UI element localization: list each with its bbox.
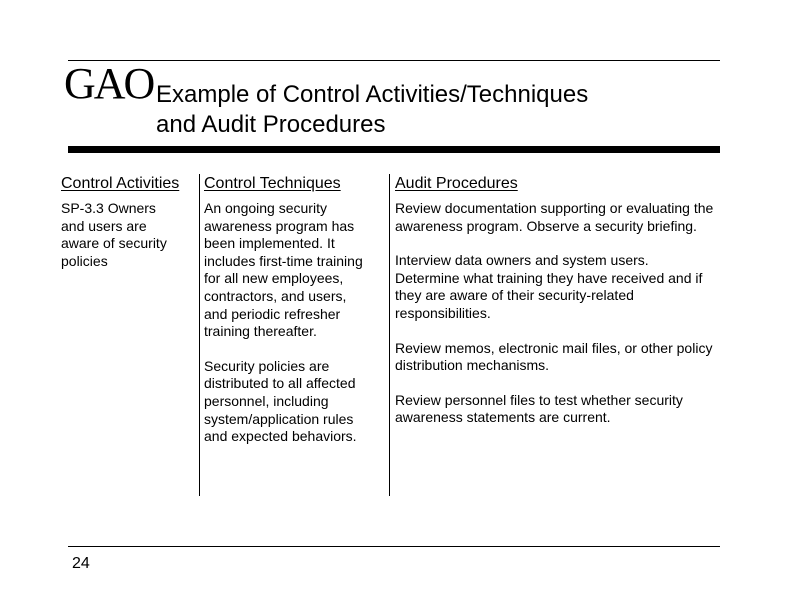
control-techniques-column xyxy=(204,174,386,446)
control-activity-text: SP-3.3 Owners and users are aware of security policies xyxy=(61,200,167,269)
title-divider xyxy=(68,146,720,153)
control-activities-column xyxy=(61,174,197,270)
control-technique-item: Security policies are distributed to all affected personnel, including system/application rules and expected behaviors. xyxy=(204,357,357,445)
audit-procedures-column xyxy=(395,174,755,427)
audit-procedure-item: Review memos, electronic mail files, or other policy distribution mechanisms. xyxy=(395,339,713,374)
control-activities-heading: Control Activities xyxy=(61,175,180,192)
control-techniques-heading: Control Techniques xyxy=(204,175,341,192)
column-divider-1 xyxy=(199,174,200,496)
audit-procedures-heading: Audit Procedures xyxy=(395,175,518,192)
control-technique-item: An ongoing security awareness program has been implemented. It includes first-time training for all new employees, contractors, and users, and periodic refresher training thereafter. xyxy=(204,200,363,340)
audit-procedure-item: Review documentation supporting or evaluating the awareness program. Observe a security briefing. xyxy=(395,200,714,234)
audit-procedure-item: Review personnel files to test whether security awareness statements are current. xyxy=(395,391,683,426)
bottom-rule xyxy=(68,546,720,547)
audit-procedure-item: Interview data owners and system users. Determine what training they have received and if they are aware of their security-related responsibilities. xyxy=(395,252,703,321)
slide-title: Example of Control Activities/Techniques and Audit Procedures xyxy=(156,81,589,138)
page-number: 24 xyxy=(72,555,90,572)
top-rule xyxy=(68,60,720,61)
gao-logo: GAO xyxy=(64,59,154,108)
column-divider-2 xyxy=(389,174,390,496)
